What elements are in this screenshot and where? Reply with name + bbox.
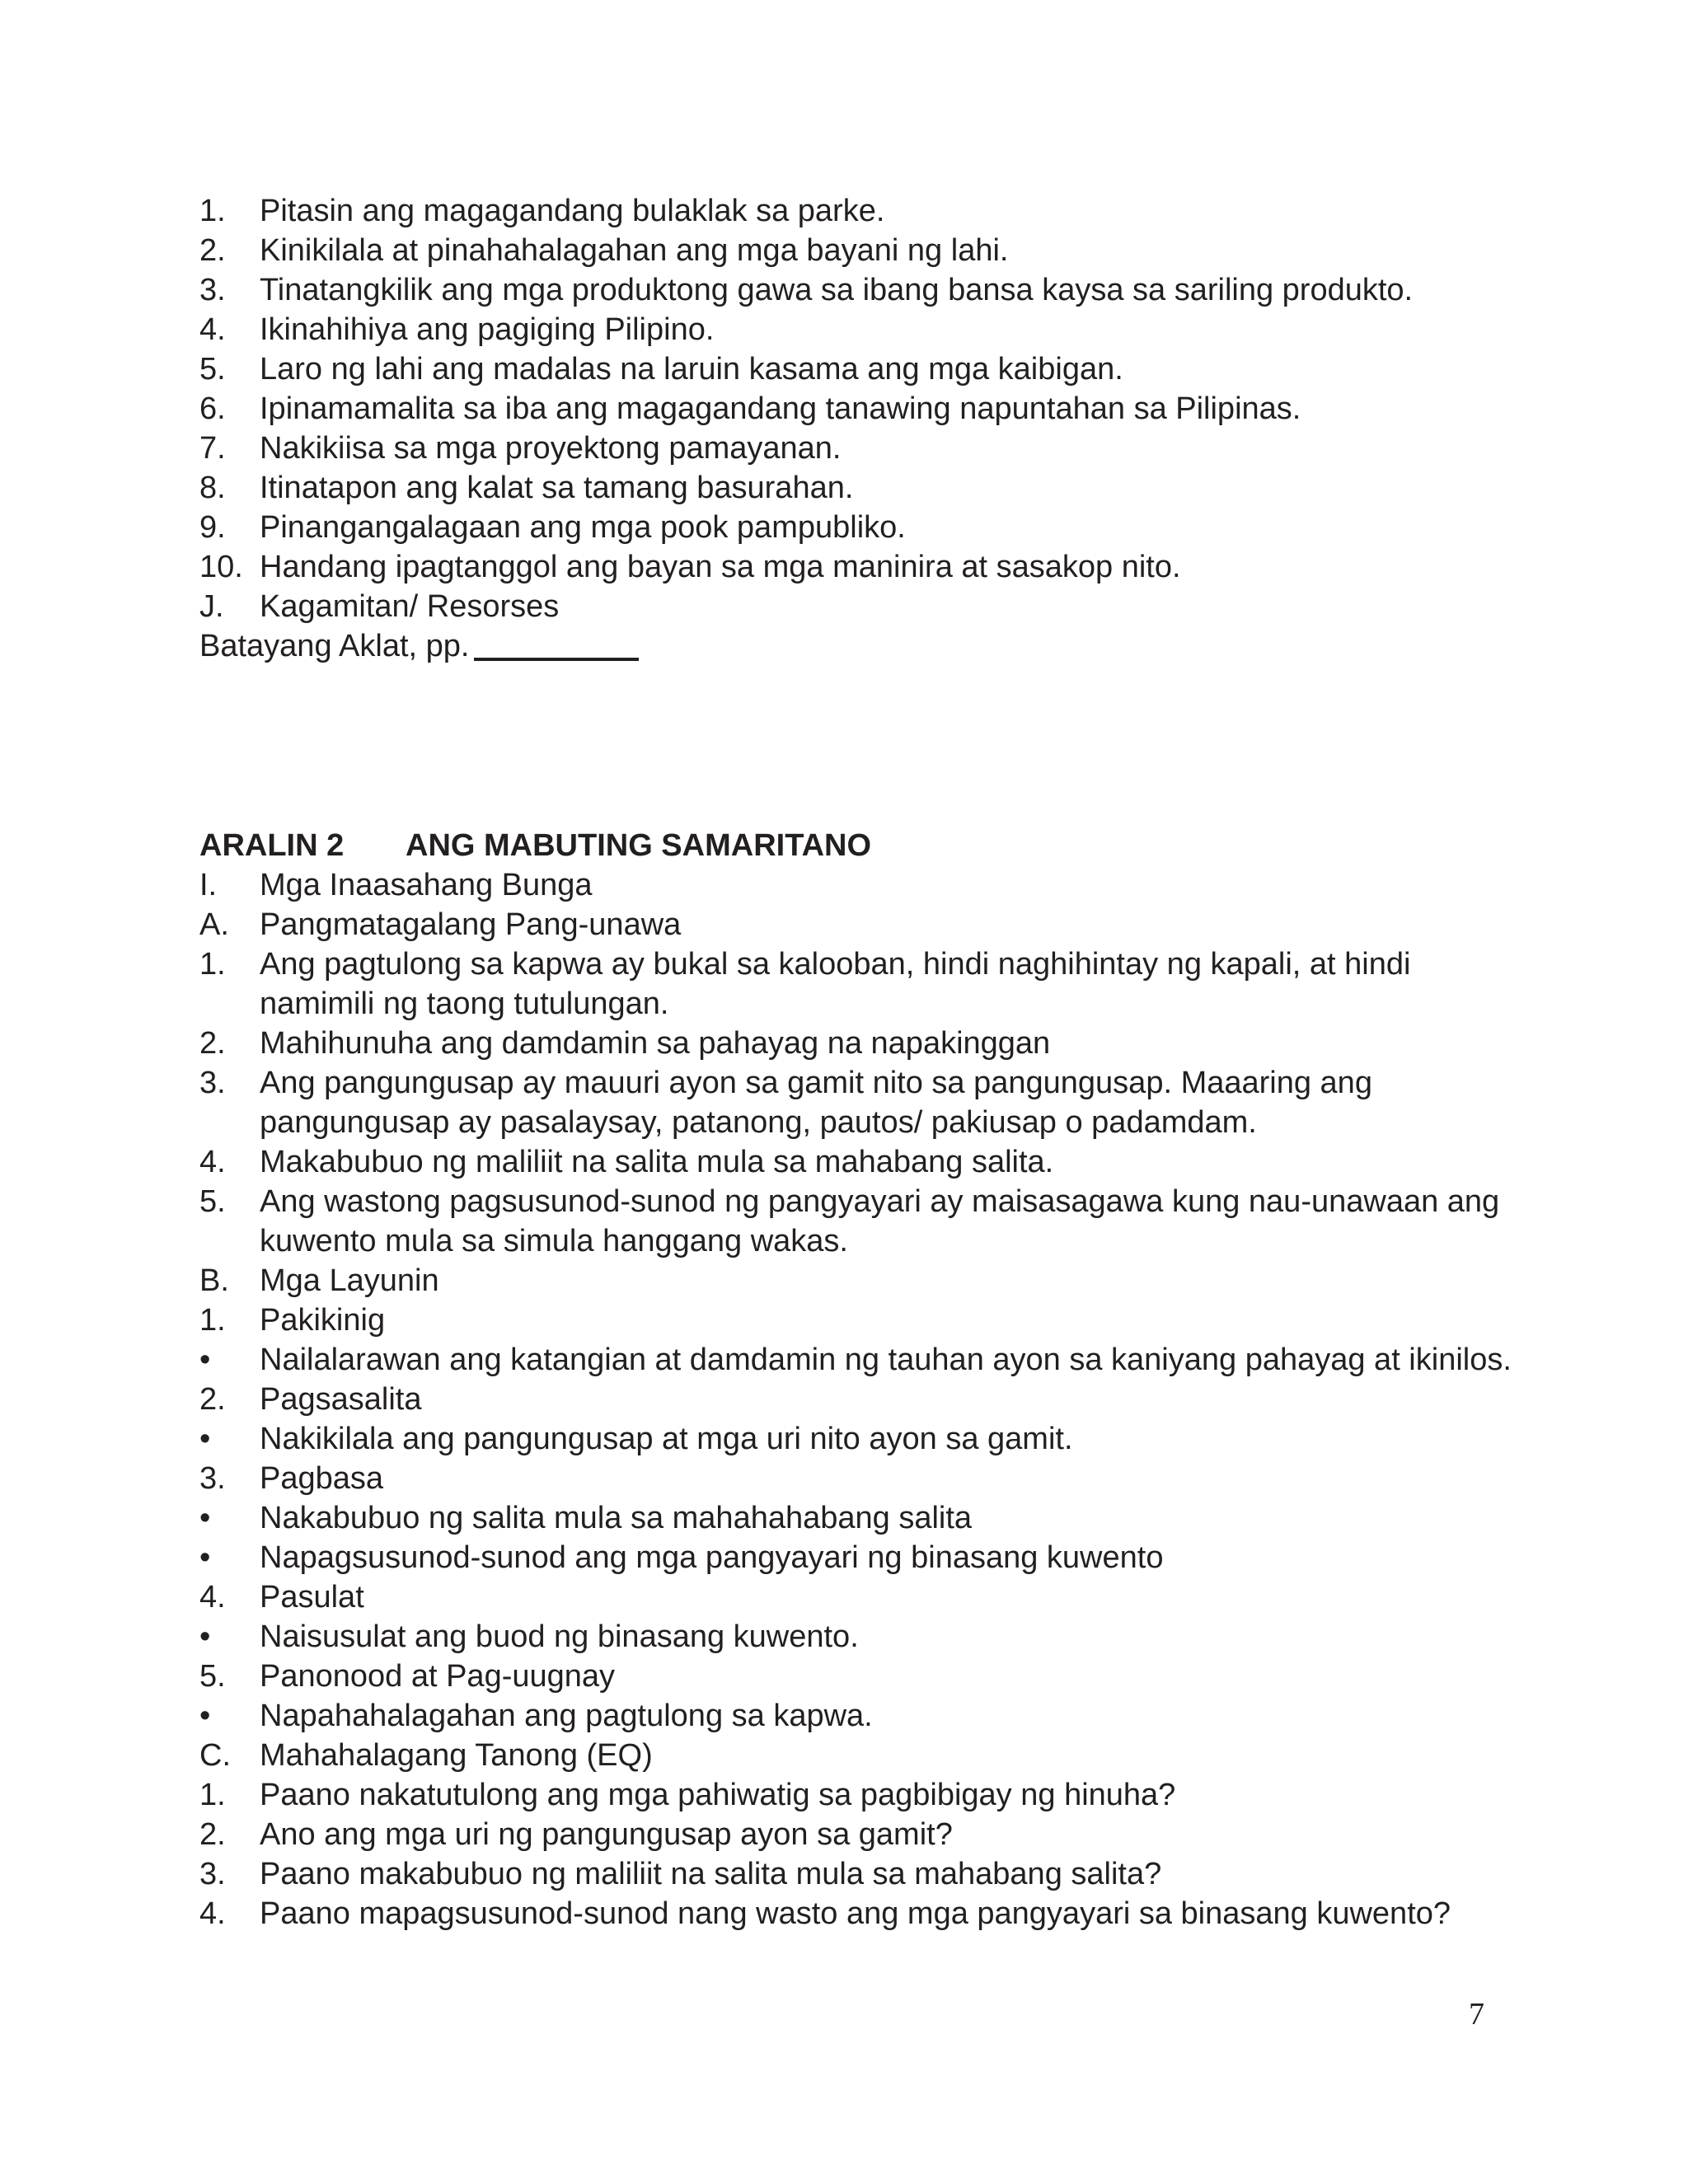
list-item bbox=[199, 231, 1518, 270]
list-text: Pangmatagalang Pang-unawa bbox=[260, 907, 682, 942]
list-text: Panonood at Pag-uugnay bbox=[260, 1659, 616, 1694]
list-text: Kagamitan/ Resorses bbox=[260, 589, 560, 624]
list-marker: 9. bbox=[199, 510, 226, 545]
list-item bbox=[199, 1775, 1518, 1815]
list-marker: • bbox=[199, 1501, 211, 1535]
list-marker: 4. bbox=[199, 1580, 226, 1615]
list-item bbox=[199, 1617, 1518, 1657]
list-text: Nailalarawan ang katangian at damdamin ng tauhan ayon sa kaniyang pahayag at ikinilos. bbox=[260, 1343, 1512, 1377]
list-text: Handang ipagtanggol ang bayan sa mga maninira at sasakop nito. bbox=[260, 550, 1181, 584]
list-text: Pasulat bbox=[260, 1580, 364, 1615]
list-text: Ikinahihiya ang pagiging Pilipino. bbox=[260, 312, 715, 347]
list-marker: 1. bbox=[199, 1778, 226, 1812]
list-marker: 1. bbox=[199, 947, 226, 982]
list-marker: 3. bbox=[199, 1857, 226, 1891]
list-item bbox=[199, 508, 1518, 547]
list-text: Mga Inaasahang Bunga bbox=[260, 868, 593, 902]
list-marker: 4. bbox=[199, 312, 226, 347]
page-blank-line bbox=[474, 658, 639, 661]
list-item bbox=[199, 1736, 1518, 1775]
list-marker: 2. bbox=[199, 1817, 226, 1852]
list-text: Mahihunuha ang damdamin sa pahayag na napakinggan bbox=[260, 1026, 1051, 1061]
list-marker: 8. bbox=[199, 471, 226, 505]
list-text: Ang wastong pagsusunod-sunod ng pangyayari ay maisasagawa kung nau-unawaan ang kuwento mula sa simula hanggang wakas. bbox=[260, 1184, 1500, 1258]
list-item bbox=[199, 270, 1518, 310]
list-item bbox=[199, 1657, 1518, 1696]
list-text: Pitasin ang magagandang bulaklak sa parke. bbox=[260, 194, 885, 228]
list-item bbox=[199, 1301, 1518, 1340]
list-marker: B. bbox=[199, 1263, 229, 1298]
list-text: Ano ang mga uri ng pangungusap ayon sa gamit? bbox=[260, 1817, 953, 1852]
list-text: Naisusulat ang buod ng binasang kuwento. bbox=[260, 1619, 859, 1654]
list-item bbox=[199, 389, 1518, 429]
list-item bbox=[199, 1696, 1518, 1736]
list-text: Paano nakatutulong ang mga pahiwatig sa pagbibigay ng hinuha? bbox=[260, 1778, 1176, 1812]
list-marker: 1. bbox=[199, 194, 226, 228]
list-text: Kinikilala at pinahahalagahan ang mga bayani ng lahi. bbox=[260, 233, 1009, 268]
list-item bbox=[199, 1063, 1518, 1142]
list-marker: 3. bbox=[199, 273, 226, 307]
list-marker: 7. bbox=[199, 431, 226, 466]
lesson-number: ARALIN 2 bbox=[199, 828, 345, 863]
list-item bbox=[199, 944, 1518, 1024]
lesson-title: ANG MABUTING SAMARITANO bbox=[406, 828, 872, 863]
list-item bbox=[199, 1577, 1518, 1617]
list-item bbox=[199, 1380, 1518, 1419]
lesson-heading bbox=[199, 826, 871, 865]
list-text: Ipinamamalita sa iba ang magagandang tanawing napuntahan sa Pilipinas. bbox=[260, 391, 1301, 426]
list-item bbox=[199, 1419, 1518, 1459]
list-marker: 5. bbox=[199, 352, 226, 387]
list-marker: J. bbox=[199, 589, 224, 624]
list-marker: 10. bbox=[199, 550, 243, 584]
list-text: Pagsasalita bbox=[260, 1382, 422, 1417]
list-item bbox=[199, 310, 1518, 349]
list-text: Paano mapagsusunod-sunod nang wasto ang mga pangyayari sa binasang kuwento? bbox=[260, 1896, 1451, 1931]
list-marker: A. bbox=[199, 907, 229, 942]
list-item bbox=[199, 1182, 1518, 1261]
list-item bbox=[199, 1142, 1518, 1182]
list-item bbox=[199, 1815, 1518, 1854]
list-text: Napagsusunod-sunod ang mga pangyayari ng binasang kuwento bbox=[260, 1540, 1164, 1575]
list-marker: 1. bbox=[199, 1303, 226, 1338]
list-item bbox=[199, 1340, 1518, 1380]
list-text: Ang pangungusap ay mauuri ayon sa gamit nito sa pangungusap. Maaaring ang pangungusap ay pasalaysay, patanong, pautos/ pakiusap o padamdam. bbox=[260, 1066, 1372, 1140]
list-text: Makabubuo ng maliliit na salita mula sa mahabang salita. bbox=[260, 1145, 1054, 1179]
list-item bbox=[199, 1024, 1518, 1063]
list-item bbox=[199, 905, 1518, 944]
lesson-list bbox=[199, 865, 1518, 1933]
list-marker: • bbox=[199, 1619, 211, 1654]
list-text: Mahahalagang Tanong (EQ) bbox=[260, 1738, 653, 1773]
list-item bbox=[199, 1459, 1518, 1498]
list-marker: 4. bbox=[199, 1896, 226, 1931]
reference-label: Batayang Aklat, pp. bbox=[199, 629, 470, 663]
list-marker: 2. bbox=[199, 233, 226, 268]
list-text: Nakabubuo ng salita mula sa mahahahabang salita bbox=[260, 1501, 973, 1535]
list-marker: 4. bbox=[199, 1145, 226, 1179]
list-marker: 3. bbox=[199, 1066, 226, 1100]
list-item bbox=[199, 429, 1518, 468]
list-text: Nakikilala ang pangungusap at mga uri nito ayon sa gamit. bbox=[260, 1422, 1073, 1456]
list-item bbox=[199, 191, 1518, 231]
list-text: Tinatangkilik ang mga produktong gawa sa ibang bansa kaysa sa sariling produkto. bbox=[260, 273, 1414, 307]
list-item bbox=[199, 349, 1518, 389]
list-marker: • bbox=[199, 1422, 211, 1456]
list-marker: • bbox=[199, 1343, 211, 1377]
list-marker: C. bbox=[199, 1738, 231, 1773]
list-text: Pinangangalagaan ang mga pook pampubliko. bbox=[260, 510, 906, 545]
list-marker: • bbox=[199, 1540, 211, 1575]
list-text: Laro ng lahi ang madalas na laruin kasama ang mga kaibigan. bbox=[260, 352, 1123, 387]
list-item bbox=[199, 468, 1518, 508]
top-list bbox=[199, 191, 1518, 626]
list-text: Pagbasa bbox=[260, 1461, 384, 1496]
list-marker: 2. bbox=[199, 1382, 226, 1417]
list-item bbox=[199, 547, 1518, 587]
list-marker: 5. bbox=[199, 1659, 226, 1694]
list-marker: 3. bbox=[199, 1461, 226, 1496]
list-item bbox=[199, 1894, 1518, 1933]
list-item bbox=[199, 1538, 1518, 1577]
list-item bbox=[199, 1498, 1518, 1538]
list-marker: 6. bbox=[199, 391, 226, 426]
page-number: 7 bbox=[1469, 1997, 1484, 2032]
list-marker: 2. bbox=[199, 1026, 226, 1061]
list-text: Pakikinig bbox=[260, 1303, 386, 1338]
list-text: Nakikiisa sa mga proyektong pamayanan. bbox=[260, 431, 842, 466]
list-text: Mga Layunin bbox=[260, 1263, 439, 1298]
reference-line bbox=[199, 626, 639, 666]
list-item bbox=[199, 865, 1518, 905]
list-text: Itinatapon ang kalat sa tamang basurahan. bbox=[260, 471, 854, 505]
list-text: Napahahalagahan ang pagtulong sa kapwa. bbox=[260, 1699, 873, 1733]
list-item bbox=[199, 587, 1518, 626]
list-item bbox=[199, 1854, 1518, 1894]
list-marker: I. bbox=[199, 868, 218, 902]
list-text: Ang pagtulong sa kapwa ay bukal sa kalooban, hindi naghihintay ng kapali, at hindi namimili ng taong tutulungan. bbox=[260, 947, 1411, 1021]
list-marker: 5. bbox=[199, 1184, 226, 1219]
list-text: Paano makabubuo ng maliliit na salita mula sa mahabang salita? bbox=[260, 1857, 1162, 1891]
list-marker: • bbox=[199, 1699, 211, 1733]
list-item bbox=[199, 1261, 1518, 1301]
